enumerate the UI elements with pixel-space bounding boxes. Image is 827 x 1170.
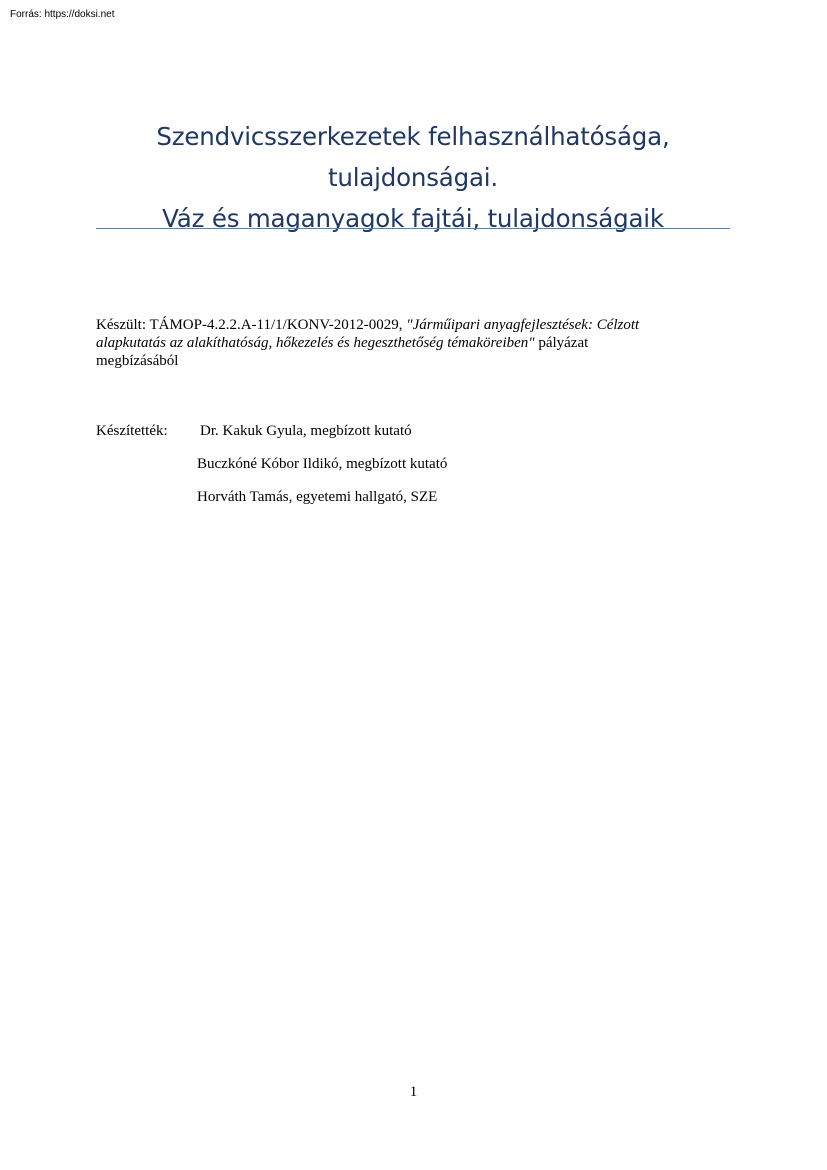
prepared-line-3: megbízásából bbox=[96, 353, 179, 369]
authors-label: Készítették: bbox=[96, 423, 168, 439]
author-3: Horváth Tamás, egyetemi hallgató, SZE bbox=[197, 489, 438, 505]
project-title-part-2: alapkutatás az alakíthatóság, hőkezelés és hegeszthetőség témaköreiben" bbox=[96, 335, 535, 351]
title-underline bbox=[96, 228, 730, 229]
prepared-line-1 bbox=[96, 316, 736, 334]
prepared-suffix: pályázat bbox=[534, 335, 589, 351]
project-title-part-1: "Járműipari anyagfejlesztések: Célzott bbox=[406, 317, 640, 333]
title-line-3: Váz és maganyagok fajtái, tulajdonságaik bbox=[162, 204, 664, 233]
title-line-2: tulajdonságai. bbox=[328, 163, 498, 192]
prepared-prefix: Készült: TÁMOP-4.2.2.A-11/1/KONV-2012-0029, bbox=[96, 317, 407, 333]
page-number: 1 bbox=[409, 1084, 418, 1100]
source-note: Forrás: https://doksi.net bbox=[10, 9, 115, 20]
author-2: Buczkóné Kóbor Ildikó, megbízott kutató bbox=[197, 456, 448, 472]
author-1: Dr. Kakuk Gyula, megbízott kutató bbox=[200, 423, 412, 439]
document-title bbox=[96, 116, 730, 239]
prepared-paragraph bbox=[96, 316, 736, 370]
title-line-1: Szendvicsszerkezetek felhasználhatósága, bbox=[156, 122, 670, 151]
prepared-line-2 bbox=[96, 334, 736, 352]
